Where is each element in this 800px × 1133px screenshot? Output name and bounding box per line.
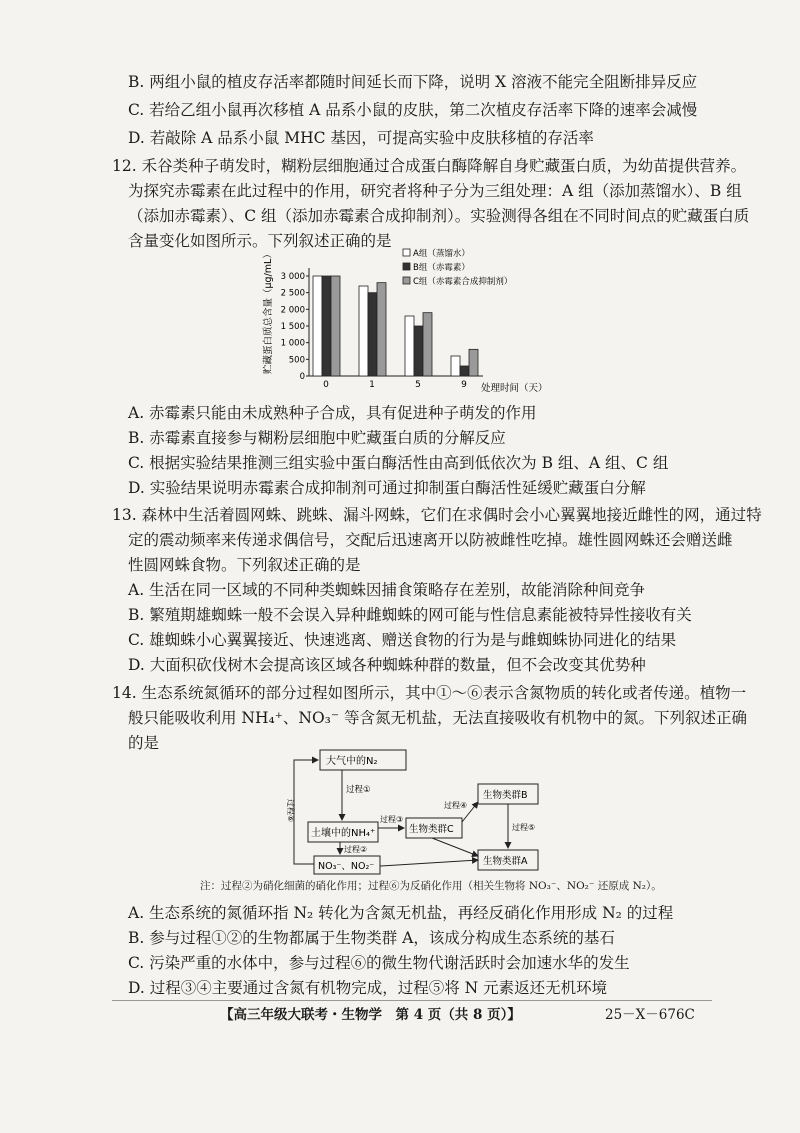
bar-1-series-0 bbox=[359, 286, 368, 376]
group-b-label: 生物类群B bbox=[483, 790, 528, 801]
bar-1-series-2 bbox=[377, 283, 386, 376]
bar-9-series-2 bbox=[469, 349, 478, 376]
legend-swatch-2 bbox=[403, 277, 410, 284]
q14-option-d: D. 过程③④主要通过含氮有机物完成，过程⑤将 N 元素返还无机环境 bbox=[128, 979, 608, 997]
chart-y-axis-label: 贮藏蛋白质总含量（μg/mL） bbox=[263, 249, 274, 374]
q13-option-a: A. 生活在同一区域的不同种类蜘蛛因捕食策略存在差别，故能消除种间竞争 bbox=[128, 581, 646, 599]
y-tick-label: 2 500 bbox=[280, 288, 305, 299]
c-to-a-arrow bbox=[432, 838, 478, 856]
y-tick-label: 3 000 bbox=[280, 272, 305, 282]
q11-option-c: C. 若给乙组小鼠再次移植 A 品系小鼠的皮肤，第二次植皮存活率下降的速率会减慢 bbox=[128, 101, 698, 119]
q14-option-b: B. 参与过程①②的生物都属于生物类群 A，该成分构成生态系统的基石 bbox=[128, 929, 615, 947]
bar-5-series-1 bbox=[414, 326, 423, 376]
process-6-arrow bbox=[294, 760, 318, 864]
footer-divider bbox=[112, 1000, 712, 1001]
bar-0-series-2 bbox=[331, 276, 340, 376]
q13-option-b: B. 繁殖期雄蜘蛛一般不会误入异种雌蜘蛛的网可能与性信息素能被特异性接收有关 bbox=[128, 606, 692, 624]
q12-stem-line-4: 含量变化如图所示。下列叙述正确的是 bbox=[128, 232, 392, 250]
q14-stem-line-2: 般只能吸收利用 NH₄⁺、NO₃⁻ 等含氮无机盐，无法直接吸收有机物中的氮。下列叙述正确 bbox=[128, 709, 747, 727]
diagram-note: 注：过程②为硝化细菌的硝化作用；过程⑥为反硝化作用（相关生物将 NO₃⁻、NO₂⁻ 还原成 N₂）。 bbox=[200, 880, 662, 892]
q12-stem-line-3: （添加赤霉素）、C 组（添加赤霉素合成抑制剂）。实验测得各组在不同时间点的贮藏蛋白质 bbox=[128, 207, 750, 225]
q12-stem-line-2: 为探究赤霉素在此过程中的作用，研究者将种子分为三组处理：A 组（添加蒸馏水）、B 组 bbox=[128, 182, 742, 200]
x-tick-label: 0 bbox=[323, 380, 329, 390]
x-tick-label: 1 bbox=[369, 380, 375, 390]
footer-exam-code: 25－X－676C bbox=[605, 1007, 695, 1023]
nitrogen-cycle-diagram bbox=[280, 746, 610, 876]
nitrate-label: NO₃⁻、NO₂⁻ bbox=[318, 861, 375, 872]
bar-0-series-1 bbox=[322, 276, 331, 376]
q13-option-d: D. 大面积砍伐树木会提高该区域各种蜘蛛种群的数量，但不会改变其优势种 bbox=[128, 656, 646, 674]
y-tick-label: 1 500 bbox=[280, 322, 305, 332]
atmosphere-n2-label: 大气中的N₂ bbox=[326, 756, 378, 767]
q11-option-b: B. 两组小鼠的植皮存活率都随时间延长而下降，说明 X 溶液不能完全阻断排异反应 bbox=[128, 73, 698, 91]
legend-label-0: A组（蒸馏水） bbox=[413, 249, 470, 259]
q14-stem-line-1: 14. 生态系统氮循环的部分过程如图所示，其中①～⑥表示含氮物质的转化或者传递。植物一 bbox=[112, 684, 747, 702]
legend-swatch-1 bbox=[403, 263, 410, 270]
soil-nh4-label: 土壤中的NH₄⁺ bbox=[311, 828, 376, 839]
q14-option-a: A. 生态系统的氮循环指 N₂ 转化为含氮无机盐，再经反硝化作用形成 N₂ 的过程 bbox=[128, 904, 674, 922]
bar-1-series-1 bbox=[368, 293, 377, 376]
chart-x-axis-label: 处理时间（天） bbox=[481, 383, 548, 394]
protein-bar-chart bbox=[255, 246, 555, 404]
q12-option-b: B. 赤霉素直接参与糊粉层细胞中贮藏蛋白质的分解反应 bbox=[128, 429, 506, 447]
process-6-label: 过程⑥ bbox=[286, 799, 295, 823]
q14-option-c: C. 污染严重的水体中，参与过程⑥的微生物代谢活跃时会加速水华的发生 bbox=[128, 954, 630, 972]
group-a-label: 生物类群A bbox=[483, 856, 528, 867]
q12-option-c: C. 根据实验结果推测三组实验中蛋白酶活性由高到低依次为 B 组、A 组、C 组 bbox=[128, 454, 669, 472]
q13-stem-line-2: 定的震动频率来传递求偶信号，交配后迅速离开以防被雌性吃掉。雄性圆网蛛还会赠送雌 bbox=[128, 531, 733, 549]
q12-option-d: D. 实验结果说明赤霉素合成抑制剂可通过抑制蛋白酶活性延缓贮藏蛋白分解 bbox=[128, 479, 646, 497]
bar-0-series-0 bbox=[313, 276, 322, 376]
legend-swatch-0 bbox=[403, 249, 410, 256]
x-tick-label: 5 bbox=[415, 380, 421, 390]
q13-option-c: C. 雄蜘蛛小心翼翼接近、快速逃离、赠送食物的行为是与雌蜘蛛协同进化的结果 bbox=[128, 631, 677, 649]
y-tick-label: 2 000 bbox=[280, 305, 305, 316]
q11-option-d: D. 若敲除 A 品系小鼠 MHC 基因，可提高实验中皮肤移植的存活率 bbox=[128, 129, 594, 147]
process-3-label: 过程③ bbox=[380, 815, 404, 824]
footer-page-label: 【高三年级大联考・生物学 第 4 页（共 8 页）】 bbox=[220, 1007, 521, 1023]
legend-label-2: C组（赤霉素合成抑制剂） bbox=[413, 277, 513, 287]
legend-label-1: B组（赤霉素） bbox=[413, 263, 470, 273]
q12-option-a: A. 赤霉素只能由未成熟种子合成，具有促进种子萌发的作用 bbox=[128, 404, 537, 422]
q12-stem-line-1: 12. 禾谷类种子萌发时，糊粉层细胞通过合成蛋白酶降解自身贮藏蛋白质，为幼苗提供营养。 bbox=[112, 157, 747, 175]
bar-9-series-0 bbox=[451, 356, 460, 376]
y-tick-label: 1 000 bbox=[280, 338, 305, 349]
bar-5-series-2 bbox=[423, 313, 432, 376]
process-2-label: 过程② bbox=[344, 845, 368, 854]
x-tick-label: 9 bbox=[461, 380, 467, 390]
process-5-label: 过程⑤ bbox=[512, 823, 536, 832]
y-tick-label: 500 bbox=[288, 355, 305, 366]
process-1-label: 过程① bbox=[346, 785, 371, 795]
q14-stem-line-3: 的是 bbox=[128, 734, 160, 752]
y-tick-label: 0 bbox=[299, 372, 305, 382]
process-4-label: 过程④ bbox=[444, 801, 468, 810]
bar-5-series-0 bbox=[405, 316, 414, 376]
q13-stem-line-3: 性圆网蛛食物。下列叙述正确的是 bbox=[128, 556, 361, 574]
nitrate-to-a-arrow bbox=[380, 860, 478, 866]
q13-stem-line-1: 13. 森林中生活着圆网蛛、跳蛛、漏斗网蛛，它们在求偶时会小心翼翼地接近雌性的网，通过特 bbox=[112, 506, 762, 524]
bar-9-series-1 bbox=[460, 366, 469, 376]
group-c-label: 生物类群C bbox=[409, 824, 454, 835]
